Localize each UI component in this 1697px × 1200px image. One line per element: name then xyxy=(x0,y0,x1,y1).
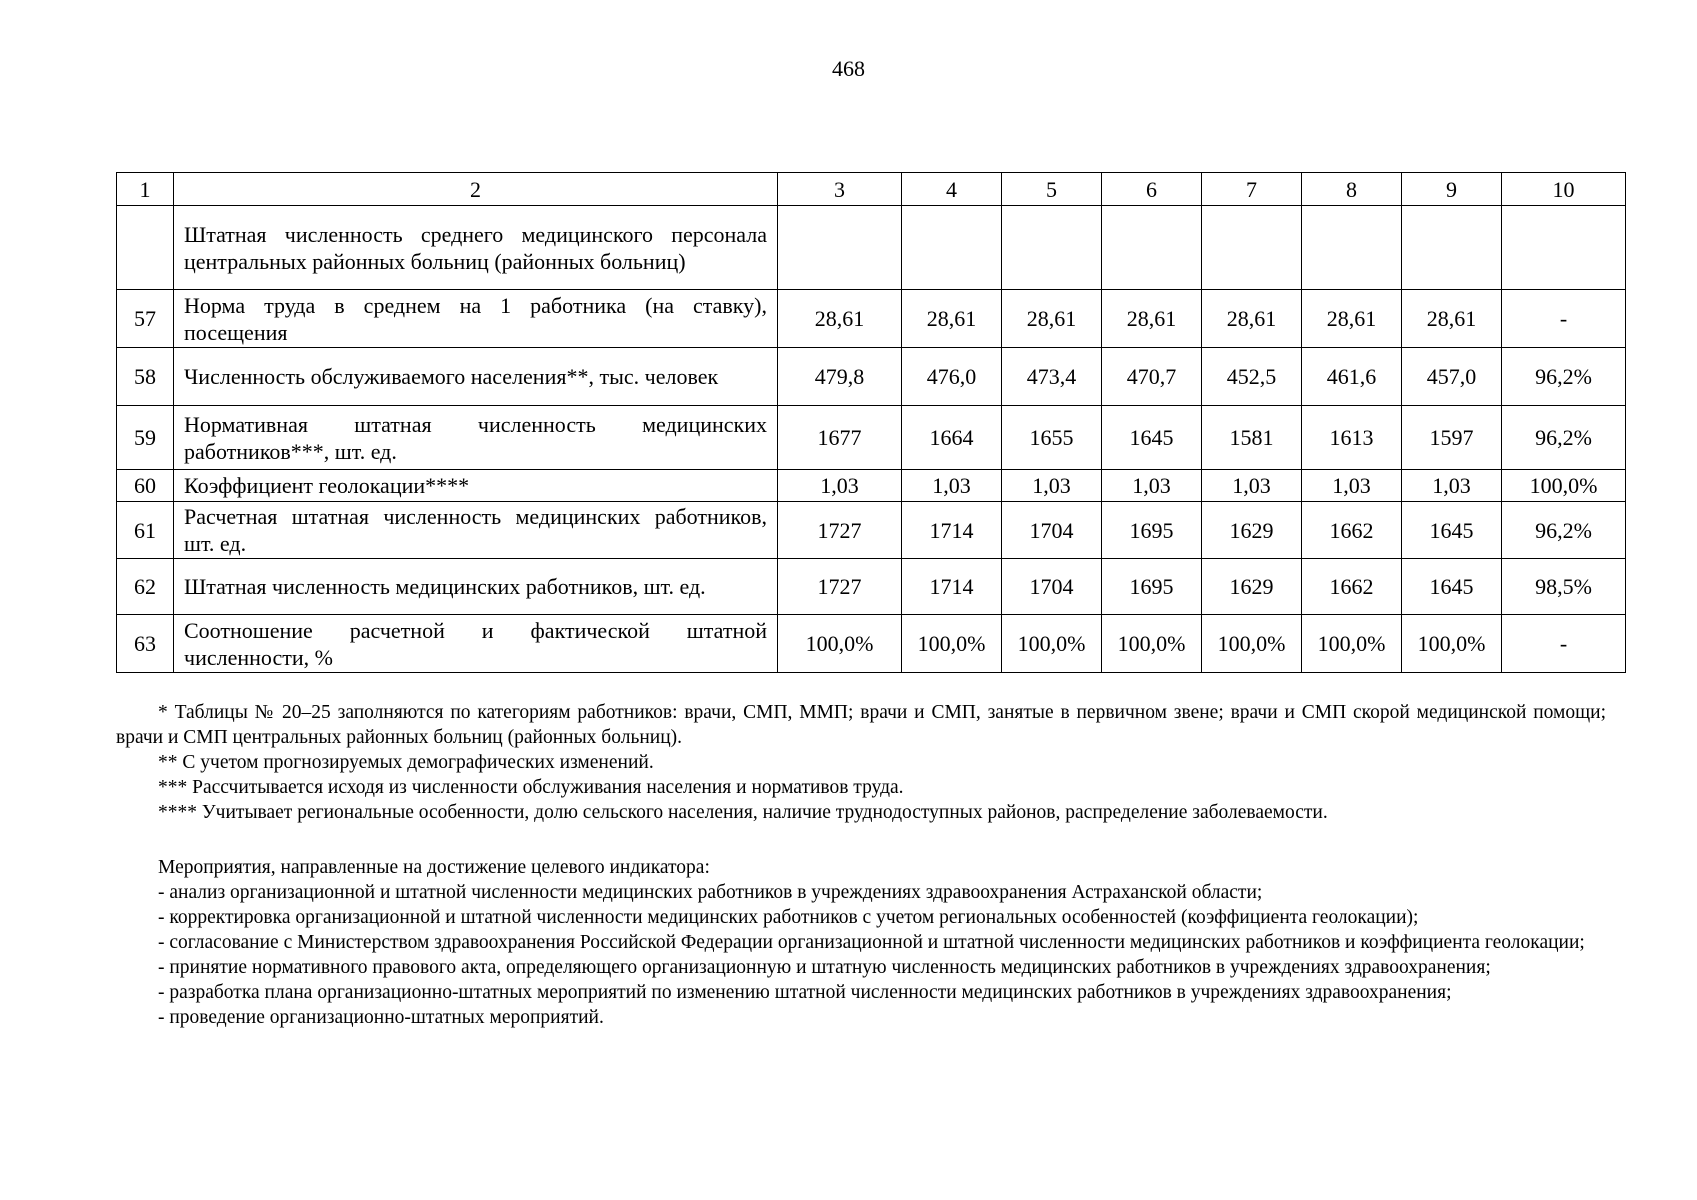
row-number-cell: 58 xyxy=(117,348,174,406)
row-description-cell: Коэффициент геолокации**** xyxy=(174,470,778,502)
column-header: 3 xyxy=(778,173,902,206)
value-cell: 476,0 xyxy=(902,348,1002,406)
value-cell: 457,0 xyxy=(1402,348,1502,406)
table-cell xyxy=(1402,206,1502,290)
value-cell: 1714 xyxy=(902,502,1002,559)
row-number-cell: 59 xyxy=(117,406,174,470)
value-cell: 473,4 xyxy=(1002,348,1102,406)
value-cell: 1704 xyxy=(1002,502,1102,559)
table-row xyxy=(117,615,1626,673)
measure-item: - проведение организационно-штатных мероприятий. xyxy=(158,1007,604,1028)
measure-item: - анализ организационной и штатной численности медицинских работников в учреждениях здравоохранения Астраханской области; xyxy=(158,882,1263,903)
value-cell: 96,2% xyxy=(1502,348,1626,406)
value-cell: 1,03 xyxy=(1102,470,1202,502)
table-cell xyxy=(778,206,902,290)
page-number: 468 xyxy=(832,56,865,81)
table-row xyxy=(117,470,1626,502)
value-cell: 470,7 xyxy=(1102,348,1202,406)
value-cell: 100,0% xyxy=(902,615,1002,673)
value-cell: 1,03 xyxy=(778,470,902,502)
row-number-cell: 63 xyxy=(117,615,174,673)
footnote: **** Учитывает региональные особенности, долю сельского населения, наличие труднодоступных районов, распределение заболеваемости. xyxy=(158,802,1328,823)
row-description-cell: Расчетная штатная численность медицинских работников, шт. ед. xyxy=(174,502,778,559)
value-cell: 1581 xyxy=(1202,406,1302,470)
table-cell xyxy=(1202,206,1302,290)
value-cell: 100,0% xyxy=(1302,615,1402,673)
column-header: 4 xyxy=(902,173,1002,206)
column-header: 2 xyxy=(174,173,778,206)
value-cell: 1597 xyxy=(1402,406,1502,470)
table-cell xyxy=(117,206,174,290)
value-cell: 1655 xyxy=(1002,406,1102,470)
column-header: 7 xyxy=(1202,173,1302,206)
table-cell xyxy=(1002,206,1102,290)
value-cell: 1662 xyxy=(1302,502,1402,559)
row-description-cell: Численность обслуживаемого населения**, тыс. человек xyxy=(174,348,778,406)
section-title-row xyxy=(117,206,1626,290)
value-cell: 1727 xyxy=(778,502,902,559)
value-cell: 479,8 xyxy=(778,348,902,406)
value-cell: 1695 xyxy=(1102,559,1202,615)
value-cell: 1727 xyxy=(778,559,902,615)
value-cell: - xyxy=(1502,290,1626,348)
value-cell: 96,2% xyxy=(1502,406,1626,470)
row-description-cell: Нормативная штатная численность медицинских работников***, шт. ед. xyxy=(174,406,778,470)
measures-heading: Мероприятия, направленные на достижение целевого индикатора: xyxy=(158,857,710,878)
column-header: 8 xyxy=(1302,173,1402,206)
value-cell: 1,03 xyxy=(902,470,1002,502)
value-cell: 28,61 xyxy=(1202,290,1302,348)
measure-item: - согласование с Министерством здравоохранения Российской Федерации организационной и штатной численности медицинских работников и коэффициента геолокации; xyxy=(158,932,1585,953)
value-cell: 1629 xyxy=(1202,502,1302,559)
value-cell: 461,6 xyxy=(1302,348,1402,406)
footnotes xyxy=(116,700,1606,825)
value-cell: 1,03 xyxy=(1202,470,1302,502)
value-cell: 1,03 xyxy=(1002,470,1102,502)
measures-list xyxy=(116,855,1606,1030)
table-header-row xyxy=(117,173,1626,206)
value-cell: 1662 xyxy=(1302,559,1402,615)
value-cell: 1664 xyxy=(902,406,1002,470)
section-title: Штатная численность среднего медицинского персонала центральных районных больниц (районных больниц) xyxy=(174,206,778,290)
value-cell: 98,5% xyxy=(1502,559,1626,615)
value-cell: 1645 xyxy=(1102,406,1202,470)
value-cell: 1695 xyxy=(1102,502,1202,559)
value-cell: 1677 xyxy=(778,406,902,470)
table-row xyxy=(117,290,1626,348)
value-cell: 1714 xyxy=(902,559,1002,615)
table-row xyxy=(117,502,1626,559)
value-cell: 1,03 xyxy=(1402,470,1502,502)
value-cell: 28,61 xyxy=(902,290,1002,348)
table-row xyxy=(117,348,1626,406)
table-row xyxy=(117,406,1626,470)
row-description-cell: Штатная численность медицинских работников, шт. ед. xyxy=(174,559,778,615)
value-cell: 28,61 xyxy=(1102,290,1202,348)
value-cell: 28,61 xyxy=(1002,290,1102,348)
value-cell: 96,2% xyxy=(1502,502,1626,559)
value-cell: 100,0% xyxy=(1502,470,1626,502)
value-cell: 100,0% xyxy=(1002,615,1102,673)
value-cell: 1,03 xyxy=(1302,470,1402,502)
column-header: 10 xyxy=(1502,173,1626,206)
column-header: 1 xyxy=(117,173,174,206)
data-table xyxy=(116,172,1626,673)
footnote: * Таблицы № 20–25 заполняются по категориям работников: врачи, СМП, ММП; врачи и СМП, занятые в первичном звене; врачи и СМП скорой медицинской помощи; врачи и СМП центральных районных больниц (районных больниц). xyxy=(116,702,1606,748)
value-cell: 100,0% xyxy=(778,615,902,673)
value-cell: 1629 xyxy=(1202,559,1302,615)
row-number-cell: 62 xyxy=(117,559,174,615)
value-cell: - xyxy=(1502,615,1626,673)
row-number-cell: 60 xyxy=(117,470,174,502)
value-cell: 1645 xyxy=(1402,502,1502,559)
value-cell: 1613 xyxy=(1302,406,1402,470)
row-number-cell: 61 xyxy=(117,502,174,559)
table-cell xyxy=(1302,206,1402,290)
table-cell xyxy=(1102,206,1202,290)
value-cell: 100,0% xyxy=(1202,615,1302,673)
value-cell: 452,5 xyxy=(1202,348,1302,406)
value-cell: 100,0% xyxy=(1102,615,1202,673)
value-cell: 1704 xyxy=(1002,559,1102,615)
table-cell xyxy=(1502,206,1626,290)
value-cell: 100,0% xyxy=(1402,615,1502,673)
row-number-cell: 57 xyxy=(117,290,174,348)
measure-item: - разработка плана организационно-штатных мероприятий по изменению штатной численности медицинских работников в учреждениях здравоохранения; xyxy=(158,982,1452,1003)
value-cell: 28,61 xyxy=(1402,290,1502,348)
table-row xyxy=(117,559,1626,615)
value-cell: 28,61 xyxy=(1302,290,1402,348)
row-description-cell: Соотношение расчетной и фактической штатной численности, % xyxy=(174,615,778,673)
measure-item: - принятие нормативного правового акта, определяющего организационную и штатную численность медицинских работников в учреждениях здравоохранения; xyxy=(158,957,1491,978)
column-header: 5 xyxy=(1002,173,1102,206)
footnote: *** Рассчитывается исходя из численности обслуживания населения и нормативов труда. xyxy=(158,777,904,798)
value-cell: 1645 xyxy=(1402,559,1502,615)
value-cell: 28,61 xyxy=(778,290,902,348)
measure-item: - корректировка организационной и штатной численности медицинских работников с учетом региональных особенностей (коэффициента геолокации); xyxy=(158,907,1419,928)
footnote: ** С учетом прогнозируемых демографических изменений. xyxy=(158,752,654,773)
row-description-cell: Норма труда в среднем на 1 работника (на ставку), посещения xyxy=(174,290,778,348)
column-header: 6 xyxy=(1102,173,1202,206)
table-cell xyxy=(902,206,1002,290)
column-header: 9 xyxy=(1402,173,1502,206)
